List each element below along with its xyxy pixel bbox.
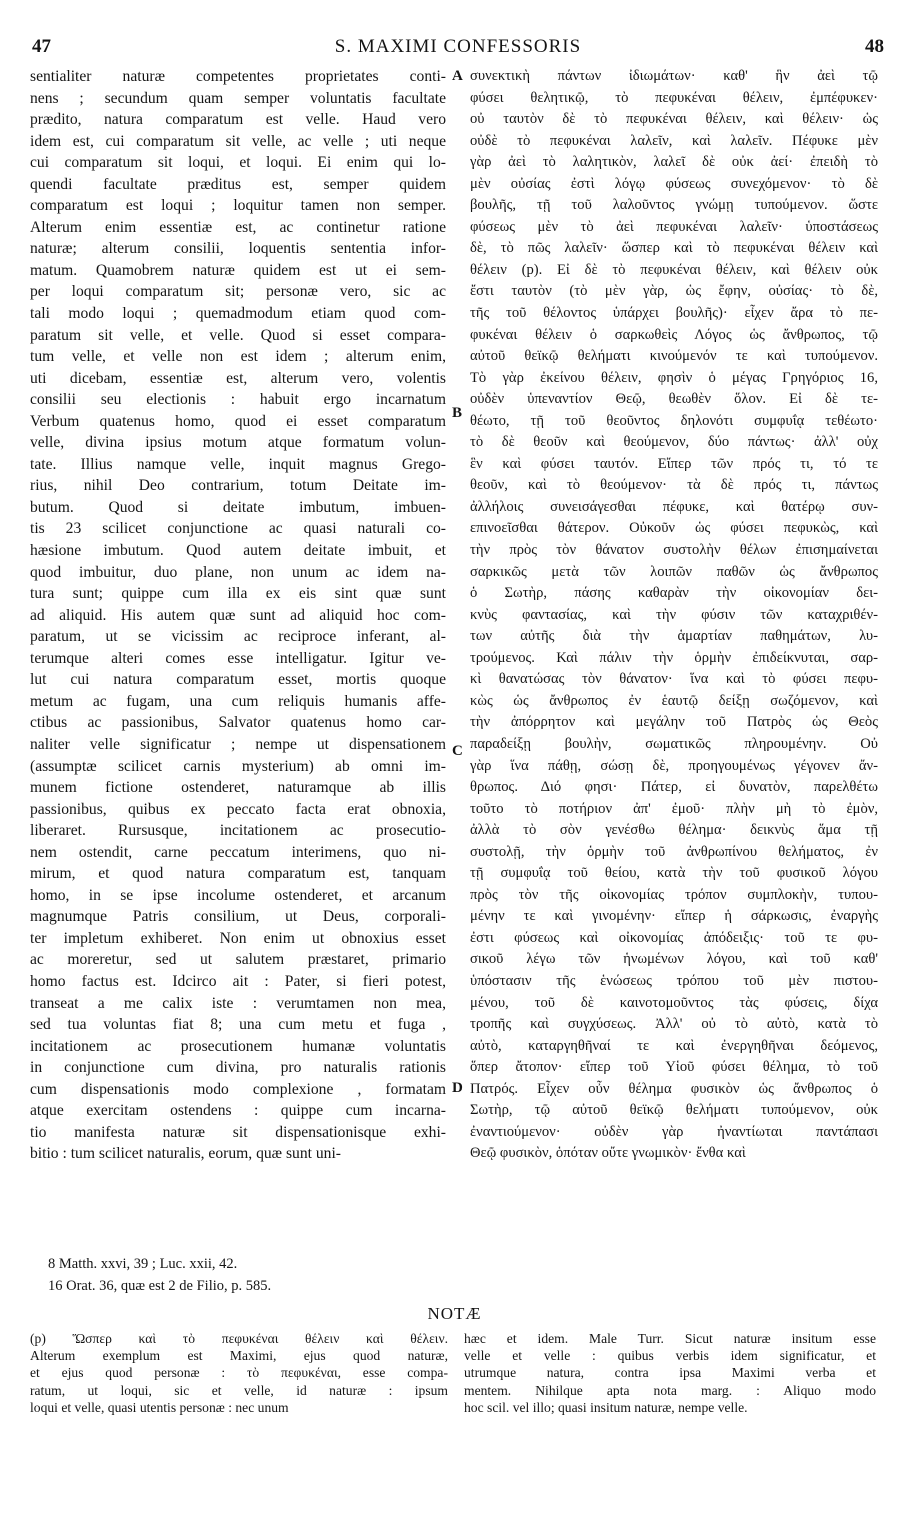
text-line: tio manifesta naturæ sit dispensationisque exhi- bbox=[30, 1123, 446, 1141]
text-line: αὐτὸ, καταργηθῆναί τε καὶ ἐνεργηθῆναι δεόμενος, bbox=[470, 1037, 878, 1054]
text-line: prædito, natura comparatum est velle. Haud vero bbox=[30, 111, 446, 129]
text-line: ctibus ac passionibus, Salvator quatenus homo car- bbox=[30, 714, 446, 732]
text-line: οὐδὲν ὑπεναντίον Θεῷ, θεωθὲν ὅλον. Εἰ δὲ τε- bbox=[470, 391, 878, 408]
text-line: per loqui comparatum sit; personæ vero, sic ac bbox=[30, 283, 446, 301]
text-line: Πατρός. Εἶχεν οὖν θέλημα φυσικὸν ὡς ἄνθρωπος ὁ bbox=[470, 1080, 878, 1097]
text-line: συνεκτικὴ πάντων ἰδιωμάτων· καθ' ἣν ἀεὶ τῷ bbox=[470, 68, 878, 84]
text-line: τὴν πρὸς τὸν θάνατον συστολὴν θέλων ἐπισημαίνεται bbox=[470, 542, 878, 559]
text-line: bitio : tum scilicet naturalis, eorum, quæ sunt uni- bbox=[30, 1145, 341, 1163]
text-line: sed tua voluntas fiat 8; una cum metu et fuga , bbox=[30, 1016, 446, 1034]
text-line: ἓν καὶ φύσει ταυτόν. Εἴπερ τῶν πρός τι, τό τε bbox=[470, 455, 878, 472]
text-line: butum. Quod si deitate imbutum, imbuen- bbox=[30, 498, 446, 516]
text-line: κνὺς φαντασίας, καὶ τὴν φύσιν τῶν καταχριθέν- bbox=[470, 606, 878, 623]
text-line: ὁ Σωτὴρ, πάσης καθαρὰν τὴν οἰκονομίαν δει- bbox=[470, 585, 878, 602]
text-line: consilii seu electionis : habuit ergo incarnatum bbox=[30, 391, 446, 409]
text-line: cum dispensationis modo complexione , formatam bbox=[30, 1080, 446, 1098]
text-line: ἔστι ταυτὸν (τὸ μὲν γὰρ, ὡς ἔφην, οὐσίας· τὸ δὲ, bbox=[470, 283, 878, 300]
text-line: Τὸ γὰρ ἐκείνου θέλειν, φησὶν ὁ μέγας Γρηγόριος 16, bbox=[470, 369, 878, 386]
margin-letter-c: C bbox=[452, 743, 463, 759]
text-line: munem fictione ostenderet, naturamque ab illis bbox=[30, 779, 446, 797]
text-line: γὰρ ἀεὶ τὸ λαλητικὸν, λαλεῖ δὲ οὐκ ἀεί· ἐπειδὴ τὸ bbox=[470, 154, 878, 171]
text-line: επινοεῖσθαι θάτερον. Οὐκοῦν ὡς φύσει πεφυκὼς, καὶ bbox=[470, 520, 878, 537]
footnotes bbox=[48, 1253, 468, 1297]
text-line: φυκέναι θέλειν ὁ σαρκωθεὶς Λόγος ὡς ἄνθρωπος, τῷ bbox=[470, 326, 878, 343]
text-line: rius, nihil Deo contrarium, totum Deitate im- bbox=[30, 477, 446, 495]
text-line: hæsione imbutum. Quod autem deitate imbuit, et bbox=[30, 542, 446, 560]
text-line: transeat a me calix iste : verumtamen non mea, bbox=[30, 994, 446, 1012]
text-line: velle et velle : quibus verbis idem significatur, et bbox=[464, 1348, 876, 1364]
text-line: lut cui natura comparatum esset, mortis quoque bbox=[30, 671, 446, 689]
text-line: τὴν ἀπόρρητον καὶ μεγάλην τοῦ Πατρὸς ὡς Θεὸς bbox=[470, 714, 878, 731]
text-line: δὲ, τὸ πῶς λαλεῖν· ὥσπερ καὶ τὸ πεφυκέναι θέλειν καὶ bbox=[470, 240, 878, 257]
text-line: τρούμενος. Καὶ πάλιν τὴν ὁρμὴν ἐπιδείκνυται, σαρ- bbox=[470, 649, 878, 666]
text-line: tate. Illius namque velle, inquit magnus Grego- bbox=[30, 455, 446, 473]
notes-heading: NOTÆ bbox=[427, 1304, 482, 1323]
text-line: των αὐτῆς διὰ τὴν ἁμαρτίαν παθημάτων, λυ- bbox=[470, 628, 878, 645]
text-line: et ejus quod personæ : τὸ πεφυκέναι, esse compa- bbox=[30, 1365, 448, 1381]
text-line: (p) Ὥσπερ καὶ τὸ πεφυκέναι θέλειν καὶ θέλειν. bbox=[30, 1331, 448, 1346]
text-line: θέλειν (p). Εἰ δὲ τὸ πεφυκέναι θέλειν, καὶ θέλειν οὐκ bbox=[470, 261, 878, 278]
text-line: πρὸς τὸν τῆς οἰκονομίας τρόπον συμπλοκὴν, τυπου- bbox=[470, 886, 878, 903]
text-line: uti dicebam, essentiæ est, alterum vero, volentis bbox=[30, 369, 446, 387]
text-line: tis 23 scilicet conjunctione ac quasi naturali co- bbox=[30, 520, 446, 538]
text-line: hoc scil. vel illo; quasi insitum naturæ, nempe velle. bbox=[464, 1399, 748, 1415]
text-line: quod imbuitur, duo plane, non unum ac idem na- bbox=[30, 563, 446, 581]
text-line: utrumque natura, contra ipsa Maximi verba et bbox=[464, 1365, 876, 1381]
text-line: incitationem ac prosecutionem humanæ voluntatis bbox=[30, 1037, 446, 1055]
text-line: magnumque Patris consilium, ut Deus, corporali- bbox=[30, 908, 446, 926]
text-line: μένου, τοῦ δὲ καινοτομοῦντος τὰς φύσεις, δίχα bbox=[470, 994, 878, 1011]
text-line: μὲν οὐσίας ἐστὶ λόγῳ φύσεως συνεχόμενον· τὸ δὲ bbox=[470, 175, 878, 192]
margin-letter-a: A bbox=[452, 68, 463, 84]
text-line: τῇ συμφυΐᾳ τοῦ θείου, κατὰ τὴν τοῦ φυσικοῦ λόγου bbox=[470, 865, 878, 882]
text-line: terumque alteri comes esse intelligatur. Igitur ve- bbox=[30, 649, 446, 667]
text-line: passionibus, quibus ex peccato facta erat obnoxia, bbox=[30, 800, 446, 818]
text-line: οὐ ταυτὸν δὲ τὸ πεφυκέναι θέλειν, καὶ θέλειν· ὡς bbox=[470, 111, 878, 128]
text-line: θέωτο, τῇ τοῦ θεοῦντος δηλονότι συμφυΐᾳ τεθέωτο· bbox=[470, 412, 878, 429]
text-line: velle, divina ipsius motum atque formatum volun- bbox=[30, 434, 446, 452]
text-line: ἐναντιούμενον· οὐδὲν γὰρ ἠναντίωται παντάπασι bbox=[470, 1123, 878, 1140]
text-line: homo factus est. Idcirco ait : Pater, si fieri potest, bbox=[30, 972, 446, 990]
text-line: in conjunctione cum divina, pro naturalis rationis bbox=[30, 1059, 446, 1077]
text-line: loqui et velle, quasi utentis personæ : nec unum bbox=[30, 1399, 289, 1415]
text-line: Verbum quatenus homo, quod ei esset comparatum bbox=[30, 412, 446, 430]
text-line: liberaret. Rursusque, incitationem ac prosecutio- bbox=[30, 822, 446, 840]
latin-column bbox=[30, 66, 446, 1165]
text-line: tura sunt; quippe cum illa ex eis sint quæ sunt bbox=[30, 585, 446, 603]
text-line: quendi facultate præditus est, semper quidem bbox=[30, 175, 446, 193]
text-line: Alterum exemplum est Maximi, ejus quod naturæ, bbox=[30, 1348, 448, 1364]
text-line: ὅπερ ἄτοπον· εἴπερ τοῦ Υἱοῦ φύσει θέλημα, τὸ τοῦ bbox=[470, 1059, 878, 1076]
text-line: ratum, ut loqui, sic et velle, id naturæ : ipsum bbox=[30, 1382, 448, 1398]
text-line: παραδείξῃ βουλὴν, σωματικῶς πληρουμένην. Οὐ bbox=[470, 735, 878, 752]
text-line: σικοῦ λέγω τῶν ἡνωμένων λόγου, καὶ τοῦ καθ' bbox=[470, 951, 878, 968]
text-line: sentialiter naturæ competentes proprietates conti- bbox=[30, 68, 446, 85]
text-line: κὼς ὡς ἄνθρωπος ἐν ἑαυτῷ δείξῃ σωζόμενον, καὶ bbox=[470, 692, 878, 709]
text-line: idem est, cui comparatum sit velle, ac velle ; uti neque bbox=[30, 132, 446, 150]
page-number-left: 47 bbox=[32, 36, 51, 57]
text-line: (assumptæ scilicet carnis mysterium) ab omni im- bbox=[30, 757, 446, 775]
text-line: naturæ; alterum consilii, loquentis sententia infor- bbox=[30, 240, 446, 258]
page-number-right: 48 bbox=[865, 36, 884, 57]
text-line: θεοῦν, καὶ τὸ θεούμενον· τὰ δὲ πρός τι, πάντως bbox=[470, 477, 878, 494]
text-line: cui comparatum sit loqui, et loqui. Ei enim qui lo- bbox=[30, 154, 446, 172]
text-line: tum velle, et velle non est idem ; alterum enim, bbox=[30, 348, 446, 366]
text-line: τὸ δὲ θεοῦν καὶ θεούμενον, δύο πάντως· ἀλλ' οὐχ bbox=[470, 434, 878, 451]
text-line: ἐστι φύσεως καὶ οἰκονομίας ἀπόδειξις· τοῦ τε φυ- bbox=[470, 929, 878, 946]
text-line: paratum, ut se vicissim ac reciproce inferant, al- bbox=[30, 628, 446, 646]
text-line: Σωτὴρ, τῷ αὐτοῦ θεϊκῷ θελήματι τυπούμενον, οὐκ bbox=[470, 1102, 878, 1119]
text-line: Θεῷ φυσικὸν, ὁπόταν οὔτε γνωμικὸν· ἔνθα καὶ bbox=[470, 1145, 746, 1162]
text-line: paratum sit velle, et velle. Quod si esset compara- bbox=[30, 326, 446, 344]
text-line: ἀλλήλοις συνεισάγεσθαι πέφυκε, καὶ θατέρῳ συν- bbox=[470, 498, 878, 515]
text-line: homo, in se ipse incolume ostenderet, et arcanum bbox=[30, 886, 446, 904]
text-line: mentem. Nihilque apta nota marg. : Aliquo modo bbox=[464, 1382, 876, 1398]
margin-letter-d: D bbox=[452, 1080, 463, 1096]
text-line: βουλῆς, τῇ τοῦ λαλοῦντος γνώμῃ τυπούμενον. ὥστε bbox=[470, 197, 878, 214]
text-line: ac moreretur, sed ut salutem præstaret, primario bbox=[30, 951, 446, 969]
text-line: τροπῆς καὶ συγχύσεως. Ἀλλ' οὐ τὸ αὐτὸ, κατὰ τὸ bbox=[470, 1016, 878, 1033]
notes-left-column bbox=[30, 1330, 448, 1416]
text-line: συστολῇ, τὴν ὁρμὴν τοῦ ἀνθρωπίνου θελήματος, ἐν bbox=[470, 843, 878, 860]
text-line: hæc et idem. Male Turr. Sicut naturæ insitum esse bbox=[464, 1331, 876, 1346]
text-line: matum. Quamobrem naturæ quidem est ut ei sem- bbox=[30, 261, 446, 279]
text-line: μένην τε καὶ γινομένην· εἴπερ ἡ σάρκωσις, ἐναργὴς bbox=[470, 908, 878, 925]
text-line: naliter velle significatur ; nempe ut dispensationem bbox=[30, 735, 446, 753]
text-line: Alterum enim essentiæ est, ac continetur ratione bbox=[30, 218, 446, 236]
text-line: τοῦτο τὸ ποτήριον ἀπ' ἐμοῦ· πλὴν μὴ τὸ ἐμὸν, bbox=[470, 800, 878, 817]
text-line: atque exercitam ostendens : quippe cum incarna- bbox=[30, 1102, 446, 1120]
text-line: σαρκικῶς μετὰ τῶν λοιπῶν παθῶν ὡς ἄνθρωπος bbox=[470, 563, 878, 580]
text-line: comparatum est loqui ; loquitur tamen non semper. bbox=[30, 197, 446, 215]
text-line: nens ; secundum quam semper voluntatis facultate bbox=[30, 89, 446, 107]
text-line: ἀλλὰ τὸ σὸν γενέσθω θέλημα· δεικνὺς ἅμα τῇ bbox=[470, 822, 878, 839]
text-line: ὑπόστασιν τῆς ἑνώσεως τρόπου τοῦ μὲν πιστου- bbox=[470, 972, 878, 989]
text-line: φύσεως μὲν τὸ ἀεὶ πεφυκέναι λαλεῖν· ὑποστάσεως bbox=[470, 218, 878, 235]
running-header bbox=[32, 36, 884, 62]
text-line: θρωπος. Διό φησι· Πάτερ, εἰ δυνατὸν, παρελθέτω bbox=[470, 779, 878, 796]
notes-right-column bbox=[464, 1330, 876, 1416]
text-line: οὐδὲ τὸ πεφυκέναι λαλεῖν, καὶ λαλεῖν. Πέφυκε μὲν bbox=[470, 132, 878, 149]
text-line: τῆς τοῦ θέλοντος ὑπάρχει βουλῆς)· εἶχεν ἄρα τὸ πε- bbox=[470, 305, 878, 322]
text-line: nem ostendit, carne peccatum interimens, quo ni- bbox=[30, 843, 446, 861]
footnote: 8 Matth. xxvi, 39 ; Luc. xxii, 42. bbox=[48, 1256, 238, 1272]
text-line: ter impletum exhiberet. Non enim ut obnoxius esset bbox=[30, 929, 446, 947]
text-line: φύσει θελητικῷ, τὸ πεφυκέναι θέλειν, ἐμπέφυκεν· bbox=[470, 89, 878, 106]
margin-letter-b: B bbox=[452, 405, 463, 421]
footnote: 16 Orat. 36, quæ est 2 de Filio, p. 585. bbox=[48, 1278, 272, 1294]
text-line: tali modo loqui ; quemadmodum etiam quod com- bbox=[30, 305, 446, 323]
text-line: ad aliquid. His autem quæ sunt ad aliquid hoc com- bbox=[30, 606, 446, 624]
text-line: αὐτοῦ θεϊκῷ θελήματι κινούμενόν τε καὶ τυπούμενον. bbox=[470, 348, 878, 365]
greek-column bbox=[470, 66, 878, 1165]
running-title: S. MAXIMI CONFESSORIS bbox=[334, 36, 582, 57]
text-line: κὶ θανατώσας τὸν θάνατον· ἵνα καὶ τὸ φύσει πεφυ- bbox=[470, 671, 878, 688]
text-line: γὰρ ἵνα πάθῃ, σώσῃ δὲ, προηγουμένως γέγονεν ἄν- bbox=[470, 757, 878, 774]
text-line: metum ac fugam, una cum reliquis humanis affe- bbox=[30, 692, 446, 710]
text-line: mirum, et quod natura comparatum est, tanquam bbox=[30, 865, 446, 883]
